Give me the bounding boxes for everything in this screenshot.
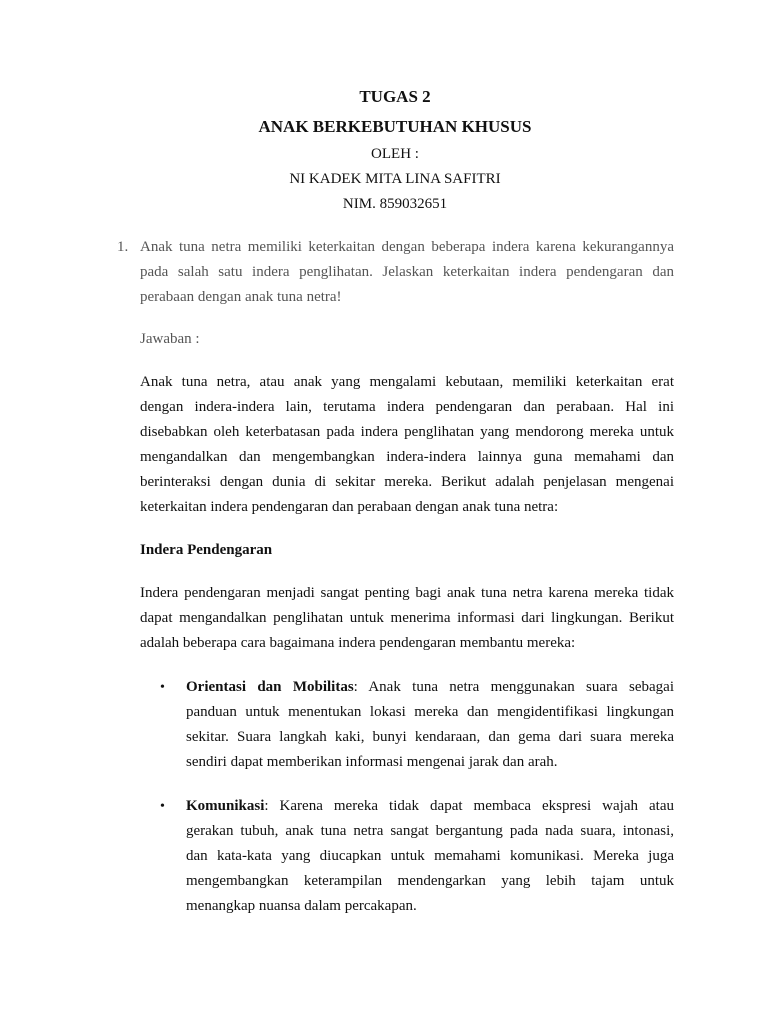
answer-label: Jawaban : [140, 331, 200, 347]
bullet-text: : Karena mereka tidak dapat membaca ekspresi wajah atau [264, 798, 674, 814]
bullet-icon: • [160, 680, 165, 695]
bullet-term: Orientasi dan Mobilitas [186, 679, 354, 695]
paragraph-line: mengandalkan dan mengembangkan indera-indera lainnya guna memahami dan [140, 449, 674, 465]
author-nim: NIM. 859032651 [342, 196, 448, 212]
paragraph-line: Anak tuna netra, atau anak yang mengalami kebutaan, memiliki keterkaitan erat [140, 374, 674, 390]
question-text [140, 235, 674, 310]
section-heading: Indera Pendengaran [140, 542, 273, 558]
bullet-item-communication [186, 794, 674, 919]
bullet-line: sendiri dapat memberikan informasi mengenai jarak dan arah. [186, 754, 558, 770]
bullet-text: : Anak tuna netra menggunakan suara sebagai [353, 679, 675, 695]
author-by-label: OLEH : [371, 146, 419, 162]
bullet-first-line [186, 675, 674, 700]
paragraph-line: dapat mengandalkan penglihatan untuk menerima informasi dari lingkungan. Berikut [140, 610, 674, 626]
paragraph-line: disebabkan oleh keterbatasan pada indera penglihatan yang mendorong mereka untuk [140, 424, 674, 440]
bullet-item-orientation [186, 675, 674, 775]
paragraph-line: keterkaitan indera pendengaran dan perabaan dengan anak tuna netra: [140, 499, 559, 515]
author-name: NI KADEK MITA LINA SAFITRI [289, 171, 501, 187]
intro-paragraph [140, 370, 674, 520]
bullet-first-line [186, 794, 674, 819]
paragraph-line: dengan indera-indera lain, terutama indera pendengaran dan perabaan. Hal ini [140, 399, 674, 415]
paragraph-line: berinteraksi dengan dunia di sekitar mereka. Berikut adalah penjelasan mengenai [140, 474, 674, 490]
question-line: Anak tuna netra memiliki keterkaitan dengan beberapa indera karena kekurangannya [140, 239, 674, 255]
bullet-line: mengembangkan keterampilan mendengarkan yang lebih tajam untuk [186, 873, 674, 889]
bullet-icon: • [160, 799, 165, 814]
document-subtitle: ANAK BERKEBUTUHAN KHUSUS [258, 117, 532, 136]
paragraph-line: Indera pendengaran menjadi sangat penting bagi anak tuna netra karena mereka tidak [140, 585, 674, 601]
answer-label-block [140, 327, 674, 352]
bullet-line: menangkap nuansa dalam percakapan. [186, 898, 417, 914]
document-title: TUGAS 2 [359, 87, 431, 106]
bullet-line: gerakan tubuh, anak tuna netra sangat bergantung pada nada suara, intonasi, [186, 823, 674, 839]
section-heading-block [140, 538, 674, 563]
bullet-term: Komunikasi [186, 798, 265, 814]
bullet-line: sekitar. Suara langkah kaki, bunyi kendaraan, dan gema dari suara mereka [186, 729, 674, 745]
paragraph-line: adalah beberapa cara bagaimana indera pendengaran membantu mereka: [140, 635, 576, 651]
bullet-line: panduan untuk menentukan lokasi mereka dan mengidentifikasi lingkungan [186, 704, 674, 720]
section-paragraph [140, 581, 674, 656]
question-number: 1. [117, 239, 129, 255]
bullet-line: dan kata-kata yang diucapkan untuk memahami komunikasi. Mereka juga [186, 848, 674, 864]
question-line: perabaan dengan anak tuna netra! [140, 289, 342, 305]
question-line: pada salah satu indera penglihatan. Jelaskan keterkaitan indera pendengaran dan [140, 264, 674, 280]
